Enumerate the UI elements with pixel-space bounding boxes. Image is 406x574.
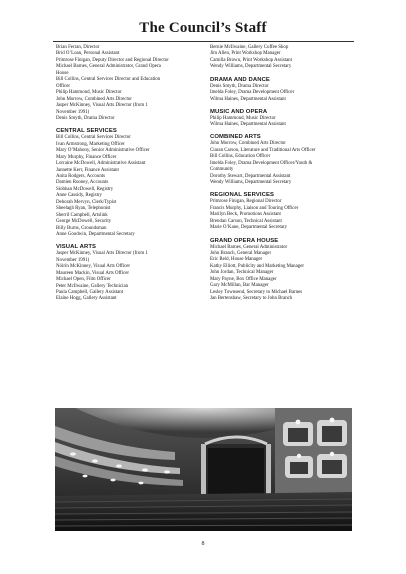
list-item: Eric Reid, House Manager bbox=[210, 257, 263, 263]
list-item: Nóirín McKinney, Visual Arts Officer bbox=[56, 264, 131, 270]
list-item: Elaine Hogg, Gallery Assistant bbox=[56, 296, 117, 302]
list-item: Paula Campbell, Gallery Assistant bbox=[56, 290, 124, 295]
list-item: Ivan Armstrong, Marketing Officer bbox=[56, 141, 125, 147]
list-item: Anne Goodwin, Departmental Secretary bbox=[56, 232, 135, 238]
list-item: Jasper McKinney, Visual Arts Director (from 1 bbox=[56, 103, 148, 109]
central-services-section bbox=[56, 128, 199, 238]
list-item: Wilma Haines, Departmental Assistant bbox=[210, 122, 286, 128]
list-item: Primrose Finigan, Deputy Director and Regional Director bbox=[56, 57, 169, 63]
list-item: Bill Collins, Central Services Director and Education bbox=[56, 77, 161, 83]
title-rule bbox=[53, 41, 354, 42]
list-item: Philip Hammond, Music Director bbox=[210, 115, 276, 121]
list-item: Francis Murphy, Liaison and Touring Officer bbox=[210, 205, 299, 211]
list-item: John Morrow, Combined Arts Director bbox=[56, 96, 132, 102]
list-item: Bill Collins, Education Officer bbox=[210, 154, 271, 160]
theatre-interior-photo bbox=[55, 408, 352, 531]
list-item: Lorraine McDowell, Administrative Assistant bbox=[56, 161, 146, 167]
visual-arts-section bbox=[56, 244, 199, 303]
list-item: Ciaran Carson, Literature and Traditional Arts Officer bbox=[210, 147, 316, 153]
right-column bbox=[210, 45, 358, 303]
list-item: Denis Smyth, Drama Director bbox=[210, 83, 269, 89]
section-heading: COMBINED ARTS bbox=[210, 134, 261, 141]
section-heading: DRAMA AND DANCE bbox=[210, 76, 270, 83]
list-item: Billy Burns, Groundsman bbox=[56, 225, 107, 231]
list-item: Wilma Haines, Departmental Assistant bbox=[210, 96, 286, 102]
list-item: Bernie McIlwaine, Gallery Coffee Shop bbox=[210, 45, 289, 50]
list-item: Damien Rooney, Accounts bbox=[56, 180, 109, 186]
list-item: Maureen Mackin, Visual Arts Officer bbox=[56, 270, 129, 276]
list-item: Denis Smyth, Drama Director bbox=[56, 115, 115, 121]
list-item: Bill Collins, Central Services Director bbox=[56, 135, 131, 141]
section-heading: VISUAL ARTS bbox=[56, 244, 97, 251]
list-item: Gary McMillan, Bar Manager bbox=[210, 283, 269, 289]
list-item: Michael Open, Film Officer bbox=[56, 277, 111, 283]
list-item: Kathy Elliott, Publicity and Marketing Manager bbox=[210, 263, 304, 269]
list-item: Brid O’Loan, Personal Assistant bbox=[56, 51, 120, 57]
list-item: Mary Payne, Box Office Manager bbox=[210, 276, 277, 282]
list-item: Jasper McKinney, Visual Arts Director (from 1 bbox=[56, 251, 148, 257]
list-item: Imelda Foley, Drama Development Officer/Youth & bbox=[210, 160, 313, 166]
list-item: Anne Cassidy, Registry bbox=[56, 193, 103, 199]
list-item: Philip Hammond, Music Director bbox=[56, 90, 122, 96]
list-item: John Branch, General Manager bbox=[210, 250, 272, 256]
grand-opera-house-section bbox=[210, 238, 358, 303]
list-item: Michael Barnes, General Administrator, Grand Opera bbox=[56, 64, 161, 70]
music-and-opera-section bbox=[210, 109, 358, 129]
list-item: Primrose Finigan, Regional Director bbox=[210, 199, 282, 205]
list-item: Jannette Kerr, Finance Assistant bbox=[56, 167, 119, 173]
list-item: John Jordan, Technical Manager bbox=[210, 270, 274, 276]
list-item: Wendy Williams, Departmental Secretary bbox=[210, 180, 292, 186]
list-item: Brendan Carson, Technical Assistant bbox=[210, 218, 282, 224]
list-item: Michael Barnes, General Administrator bbox=[210, 244, 288, 250]
list-item: Sherril Campbell, Artslink bbox=[56, 212, 108, 218]
list-item: Mary Murphy, Finance Officer bbox=[56, 154, 117, 160]
directors-list bbox=[56, 45, 199, 122]
list-item: Jan Bertenshaw, Secretary to John Branch bbox=[210, 296, 293, 302]
section-heading: MUSIC AND OPERA bbox=[210, 108, 268, 115]
list-item: Siobhan McDowell, Registry bbox=[56, 186, 114, 192]
list-item: Community bbox=[210, 167, 234, 173]
regional-services-section bbox=[210, 192, 358, 231]
list-item: Wendy Williams, Departmental Secretary bbox=[210, 64, 292, 70]
list-item: Peter McIlwaine, Gallery Technician bbox=[56, 283, 129, 289]
combined-arts-section bbox=[210, 134, 358, 186]
list-item: Deborah Mervyn, Clerk/Typist bbox=[56, 199, 117, 205]
list-item: Officer bbox=[56, 83, 71, 89]
list-item: Camilla Brown, Print Workshop Assistant bbox=[210, 57, 292, 63]
list-item: Brian Ferran, Director bbox=[56, 45, 100, 50]
list-item: John Morrow, Combined Arts Director bbox=[210, 141, 286, 147]
drama-and-dance-section bbox=[210, 77, 358, 103]
list-item: Sheelagh Ryan, Telephonist bbox=[56, 206, 111, 212]
list-item: Anita Rodgers, Accounts bbox=[56, 173, 106, 179]
list-item: Dorothy Stewart, Departmental Assistant bbox=[210, 173, 291, 179]
visual-arts-continued bbox=[210, 45, 358, 71]
section-heading: REGIONAL SERVICES bbox=[210, 192, 275, 199]
list-item: Imelda Foley, Drama Development Officer bbox=[210, 90, 295, 96]
list-item: House bbox=[56, 70, 69, 76]
list-item: Mary O’Mahony, Senior Administrative Officer bbox=[56, 148, 150, 154]
page-number: 8 bbox=[201, 541, 205, 547]
list-item: George McDowell, Security bbox=[56, 219, 112, 225]
list-item: November 1991) bbox=[56, 257, 90, 263]
left-column bbox=[56, 45, 199, 303]
page-title: The Council’s Staff bbox=[139, 20, 267, 36]
section-heading: GRAND OPERA HOUSE bbox=[210, 237, 279, 244]
list-item: November 1991) bbox=[56, 109, 90, 115]
list-item: Jim Allen, Print Workshop Manager bbox=[210, 51, 281, 57]
section-heading: CENTRAL SERVICES bbox=[56, 128, 117, 135]
list-item: Marilyn Beck, Promotions Assistant bbox=[210, 212, 281, 218]
list-item: Lesley Townsend, Secretary to Michael Barnes bbox=[210, 289, 303, 295]
list-item: Marie O’Kane, Departmental Secretary bbox=[210, 225, 288, 231]
